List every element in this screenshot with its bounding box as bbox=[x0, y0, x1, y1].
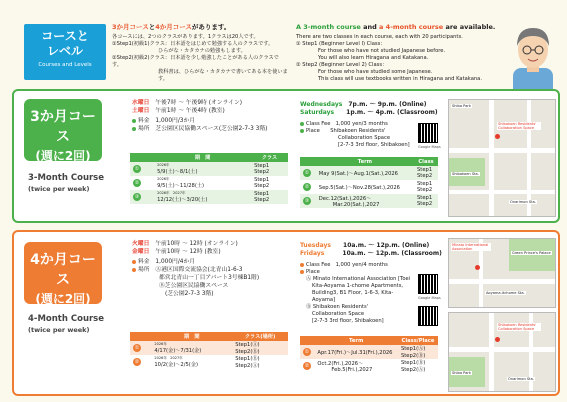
section-title-box bbox=[24, 24, 106, 80]
qr-code-map-4month-b[interactable] bbox=[418, 306, 438, 326]
map-4month-a[interactable]: Minato International Association Green Prince's Palace Aoyama-itchome Sta. bbox=[448, 238, 556, 308]
table-row: ② 2026年 9/5(土)～11/28(土) Step1 Step2 bbox=[130, 176, 288, 190]
course-4month-label: 4か月コース (週に2回) bbox=[24, 242, 102, 304]
intro-japanese bbox=[112, 24, 288, 83]
intro-jp-line: ①Step1(初級1)クラス：日本語をはじめて勉強する人のクラスです。 bbox=[112, 41, 274, 47]
course-4month-table-jp: 期 間 クラス(場所) ① 2026年 4/17(金)～7/31(金) Step1(Ⓐ) Step2(Ⓑ) ② 2026年 2027年 10/2(金)～2/5(金) Step1(Ⓑ) Step2(Ⓐ) bbox=[130, 332, 288, 369]
intro-en-line: There are two classes in each course, each with 20 participants. bbox=[296, 34, 463, 40]
course-3month-schedule-en: Wednesdays 7p.m. ～ 9p.m. (Online) Saturdays 1p.m. ～ 4p.m. (Classroom) Class Fee 1,000 yen/3 months Place Shibakoen Residents' Collaboration Space [2-7-3 3rd floor, Shibakoen] bbox=[300, 101, 438, 148]
course-3month-table-en: Term Class ① May 9(Sat.)～Aug.1(Sat.),2026 Step1 Step2 ② Sep.5(Sat.)～Nov.28(Sat.),2026 Step1 Step2 ③ Dec.12(Sat.),2026～ Mar.20(Sat.),2027 Step1 Step2 bbox=[300, 157, 438, 208]
table-row: ③ 2026年 2027年 12/12(土)～3/20(土) Step1 Step2 bbox=[130, 190, 288, 204]
intro-en-line: For those who have studied some Japanese. bbox=[318, 69, 433, 75]
intro-english bbox=[296, 24, 510, 83]
intro-jp-line: 各コースには、2つのクラスがあります。1クラスは20人です。 bbox=[112, 34, 259, 40]
qr-code-map-3month[interactable] bbox=[418, 123, 438, 143]
course-4month-table-en: Term Class/Place ① Apr.17(Fri.)～Jul.31(Fri.),2026 Step1(Ⓐ) Step2(Ⓑ) ② Oct.2(Fri.),2026～ Feb.5(Fri.),2027 Step1(Ⓑ) Step2(Ⓐ) bbox=[300, 336, 438, 373]
teacher-illustration bbox=[503, 20, 561, 96]
intro-en-line: ② Step2 (Beginner Level 2) Class： bbox=[296, 62, 388, 68]
section-subtitle: Courses and Levels bbox=[38, 62, 92, 68]
course-3month-panel: 3か月コース (週に2回) 3-Month Course (twice per week) 水曜日 午後7時 ～ 午後9時 (オンライン) 土曜日 午前1時 ～ 午後4時 (教室) 料金 1,000円/3か月 場所 芝公園区民協働スペース(芝公園2-7-3 3階) 期 間 クラス ① 2026年 5/9(土)～8/1(土) Step1 Step2 ② 2026年 9/5(土)～11/28(土) Step1 Step2 ③ 2026年 2027年 12/12(土)～3/20(土) Step1 Step2 Wednesdays 7p.m. ～ 9p.m. (Online) Saturdays 1p.m. ～ 4p.m. (Classroom) Class Fee 1,000 yen/3 months Place Shibakoen Residents' Collaboration Space [2-7-3 3rd floor, Shibakoen] Google Maps Term Class ① May 9(Sat.)～Aug.1(Sat.),2026 Step1 Step2 ② Sep.5(Sat.)～Nov.28(Sat.),2026 Step1 Step2 ③ Dec.12(Sat.),2026～ Mar.20(Sat.),2027 Step1 Step2 Shiba Park Shibakoen Residents' Collaboration Space Shibakoen Sta. Onarimon Sta. bbox=[12, 89, 560, 223]
table-row: ① Apr.17(Fri.)～Jul.31(Fri.),2026 Step1(Ⓐ) Step2(Ⓑ) bbox=[300, 345, 438, 359]
intro-jp-line: ②Step2(初級2)クラス：日本語を少し勉強したことがある人のクラスです。 bbox=[112, 55, 279, 68]
table-row: ② Oct.2(Fri.),2026～ Feb.5(Fri.),2027 Step1(Ⓑ) Step2(Ⓐ) bbox=[300, 359, 438, 373]
map-4month-b[interactable]: Shibakoen Residents' Collaboration Space Shiba Park Onarimon Sta. bbox=[448, 312, 556, 392]
course-4month-schedule-jp: 火曜日 午前10時 ～ 12時 (オンライン) 金曜日 午前10時 ～ 12時 (教室) 料金 1,000円/4か月 場所 Ⓐ港区国際交流協会(北青山1-6-3 都営北青山一丁目アパート3号棟B1階) Ⓑ芝公園区民協働スペース (芝公園2-7-3 3階) bbox=[132, 241, 260, 297]
intro-jp-lead: 3か月コースと4か月コースがあります。 bbox=[112, 23, 231, 31]
section-title-line2: レベル bbox=[46, 44, 83, 58]
table-row: ② Sep.5(Sat.)～Nov.28(Sat.),2026 Step1 Step2 bbox=[300, 180, 438, 194]
section-title-line1: コースと bbox=[41, 29, 89, 43]
course-3month-table-jp: 期 間 クラス ① 2026年 5/9(土)～8/1(土) Step1 Step2 ② 2026年 9/5(土)～11/28(土) Step1 Step2 ③ 2026年 2027年 12/12(土)～3/20(土) Step1 Step2 bbox=[130, 153, 288, 204]
course-4month-en-title: 4-Month Course (twice per week) bbox=[28, 314, 105, 334]
intro-en-line: You will also learn Hiragana and Katakana. bbox=[318, 55, 429, 61]
intro-jp-line: ひらがな・カタカナの勉強もします。 bbox=[158, 48, 246, 54]
intro-en-lead: A 3-month course and a 4-month course are available. bbox=[296, 23, 496, 31]
intro-en-line: For those who have not studied Japanese before. bbox=[318, 48, 446, 54]
table-row: ① 2026年 4/17(金)～7/31(金) Step1(Ⓐ) Step2(Ⓑ) bbox=[130, 341, 288, 355]
course-4month-panel: 4か月コース (週に2回) 4-Month Course (twice per week) 火曜日 午前10時 ～ 12時 (オンライン) 金曜日 午前10時 ～ 12時 (教室) 料金 1,000円/4か月 場所 Ⓐ港区国際交流協会(北青山1-6-3 都営北青山一丁目アパート3号棟B1階) Ⓑ芝公園区民協働スペース (芝公園2-7-3 3階) 期 間 クラス(場所) ① 2026年 4/17(金)～7/31(金) Step1(Ⓐ) Step2(Ⓑ) ② 2026年 2027年 10/2(金)～2/5(金) Step1(Ⓑ) Step2(Ⓐ) Tuesdays 10a.m. ～ 12p.m. (Online) Fridays 10a.m. ～ 12p.m. (Classroom) Class Fee 1,000 yen/4 months Place Ⓐ Minato International Association [Toei Kita-Aoyama 1-chome Apartments, Building3, B1 Floor, 1-6-3, Kita- Aoyama] Ⓑ Shibakoen Residents' Collaboration Space [2-7-3 3rd floor, Shibakoen] Google Maps Term Class/Place ① Apr.17(Fri.)～Jul.31(Fri.),2026 Step1(Ⓐ) Step2(Ⓑ) ② Oct.2(Fri.),2026～ Feb.5(Fri.),2027 Step1(Ⓑ) Step2(Ⓐ) Minato International Association Green Prince's Palace Aoyama-itchome Sta. Shibakoen Residents' Collaboration Space Shiba Park Onarimon Sta. bbox=[12, 230, 560, 396]
table-row: ② 2026年 2027年 10/2(金)～2/5(金) Step1(Ⓑ) Step2(Ⓐ) bbox=[130, 355, 288, 369]
map-3month[interactable]: Shiba Park Shibakoen Residents' Collaboration Space Shibakoen Sta. Onarimon Sta. bbox=[448, 99, 556, 217]
table-row: ① May 9(Sat.)～Aug.1(Sat.),2026 Step1 Step2 bbox=[300, 166, 438, 180]
qr-code-map-4month-a[interactable] bbox=[418, 274, 438, 294]
course-3month-en-title: 3-Month Course (twice per week) bbox=[28, 173, 105, 193]
course-3month-schedule-jp: 水曜日 午後7時 ～ 午後9時 (オンライン) 土曜日 午前1時 ～ 午後4時 (教室) 料金 1,000円/3か月 場所 芝公園区民協働スペース(芝公園2-7-3 3階) bbox=[132, 100, 268, 132]
table-row: ① 2026年 5/9(土)～8/1(土) Step1 Step2 bbox=[130, 162, 288, 176]
course-4month-schedule-en: Tuesdays 10a.m. ～ 12p.m. (Online) Fridays 10a.m. ～ 12p.m. (Classroom) Class Fee 1,000 yen/4 months Place Ⓐ Minato International Association [Toei Kita-Aoyama 1-chome Apartments, Building3, B1 Floor, 1-6-3, Kita- Aoyama] Ⓑ Shibakoen Residents' Collaboration Space [2-7-3 3rd floor, Shibakoen] bbox=[300, 242, 442, 324]
table-row: ③ Dec.12(Sat.),2026～ Mar.20(Sat.),2027 Step1 Step2 bbox=[300, 194, 438, 208]
intro-en-line: ① Step1 (Beginner Level I) Class： bbox=[296, 41, 386, 47]
intro-jp-line: 教科書は、ひらがな・カタカナで書いてある本を使います。 bbox=[158, 69, 288, 82]
course-3month-label: 3か月コース (週に2回) bbox=[24, 99, 102, 161]
intro-en-line: This class will use textbooks written in Hiragana and Katakana. bbox=[318, 76, 483, 82]
